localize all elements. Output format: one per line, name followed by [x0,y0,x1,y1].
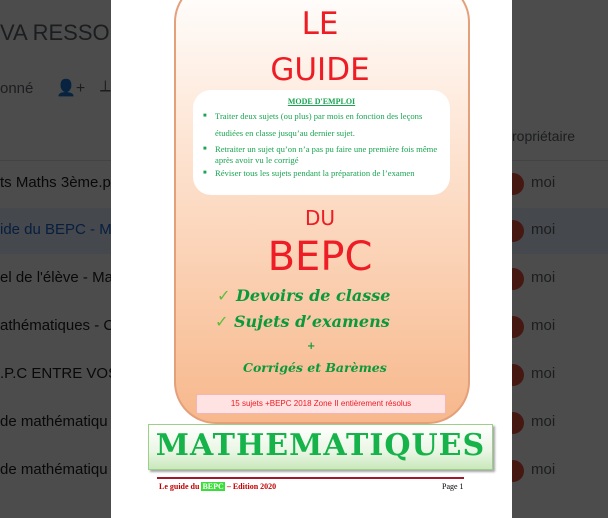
subject-box [148,424,493,470]
corriges-line: Corrigés et Barèmes [243,360,387,375]
title-du: DU [304,206,336,230]
bullet-icon: ■ [203,146,207,152]
title-bepc: BEPC [267,234,373,280]
check-icon: ✓ [217,286,231,305]
bullet-icon: ■ [203,113,207,119]
footer-edition: Le guide du BEPC – Edition 2020 [159,482,277,491]
title-le: LE [301,6,339,42]
pdf-page[interactable] [111,0,512,518]
title-guide: GUIDE [270,52,370,88]
contents-banner: 15 sujets +BEPC 2018 Zone II entièrement résolus [196,394,446,414]
page-number: Page 1 [442,482,464,491]
plus-sign: + [307,341,316,352]
subject-title: MATHEMATIQUES [155,428,486,463]
bullet-icon: ■ [203,170,207,176]
check-icon: ✓ [215,312,229,331]
mode-emploi-box: MODE D'EMPLOI ■ Traiter deux sujets (ou plus) par mois en fonction des leçons étudiées en classe jusqu’au dernier sujet. ■ Retraiter un sujet qu’on n’a pas pu faire une première fois même après avoir vu le corrigé ■ Réviser tous les sujets pendant la préparation de l’examen [193,90,450,195]
devoirs-line: ✓ Devoirs de classe [217,286,391,305]
sujets-line: ✓ Sujets d’examens [215,312,390,331]
footer-rule [157,477,464,479]
mode-emploi-heading: MODE D'EMPLOI [287,97,356,106]
